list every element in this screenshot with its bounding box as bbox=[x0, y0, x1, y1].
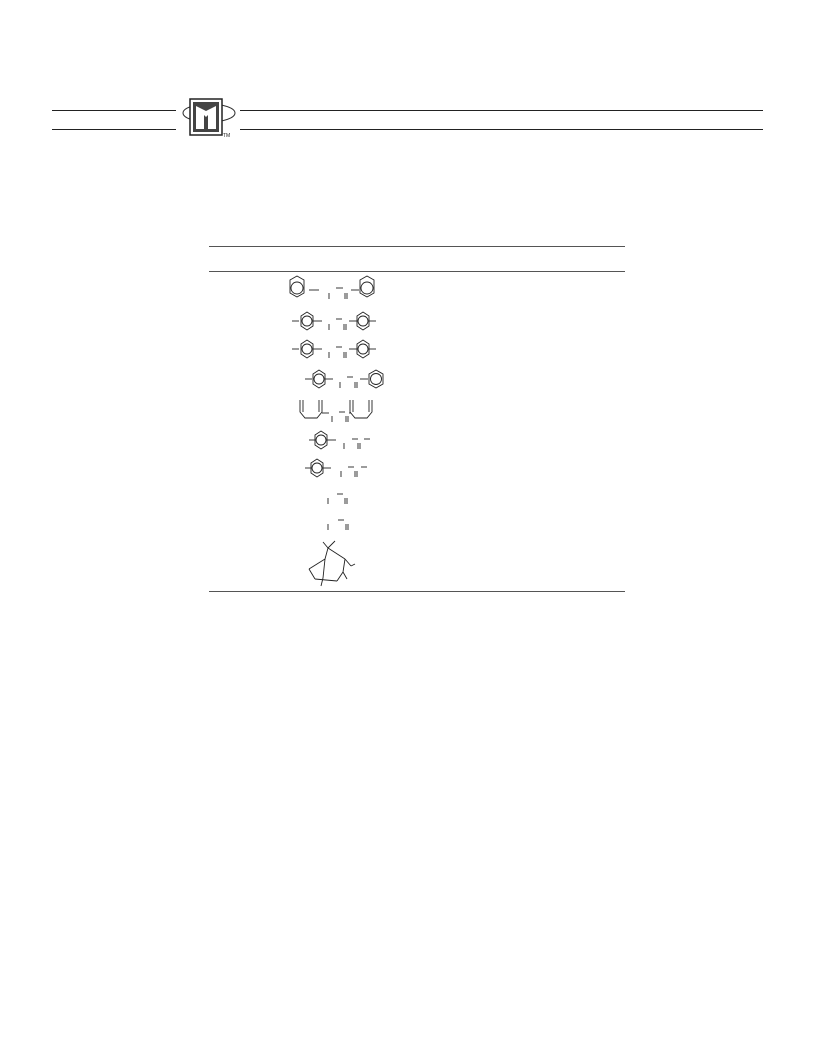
structure-table bbox=[209, 246, 625, 592]
table-row bbox=[305, 370, 383, 388]
table-row bbox=[305, 459, 367, 477]
header-rule-top-left bbox=[52, 110, 176, 111]
logo-tm-mark: TM bbox=[223, 133, 231, 139]
table-row bbox=[309, 431, 370, 449]
header-rule-bottom-right bbox=[240, 129, 763, 130]
publisher-logo bbox=[176, 97, 248, 141]
table-row bbox=[292, 312, 376, 330]
structure-drawings bbox=[209, 246, 625, 592]
header-rule-top-right bbox=[240, 110, 763, 111]
table-row bbox=[300, 400, 372, 422]
header-rule-bottom-left bbox=[52, 129, 176, 130]
table-row bbox=[292, 340, 376, 358]
table-row bbox=[328, 494, 347, 504]
table-row bbox=[328, 520, 348, 530]
table-row bbox=[309, 541, 355, 586]
table-row bbox=[290, 276, 374, 299]
